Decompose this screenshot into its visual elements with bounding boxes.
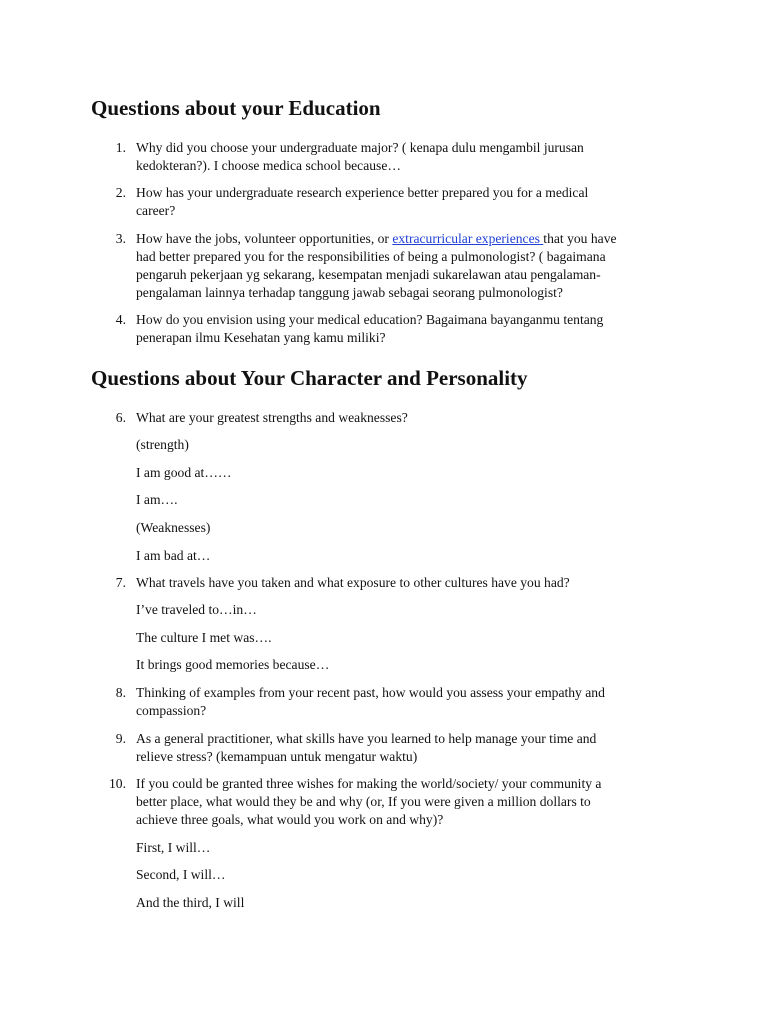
question-line: Why did you choose your undergraduate major? ( kenapa dulu mengambil jurusan [136, 140, 584, 155]
question-line: career? [136, 203, 176, 218]
answer-prompt: I am bad at… [136, 548, 211, 563]
question-number: 1. [115, 140, 126, 155]
question-line [136, 230, 676, 248]
question-text [136, 684, 676, 720]
question-line: had better prepared you for the responsibilities of being a pulmonologist? ( bagaimana [136, 249, 606, 264]
question-text-part: that you have [543, 231, 617, 246]
answer-prompt: I’ve traveled to…in… [136, 602, 257, 617]
question-number: 3. [115, 231, 126, 246]
question-line: What are your greatest strengths and weaknesses? [136, 410, 408, 425]
question-line: Thinking of examples from your recent past, how would you assess your empathy and [136, 685, 605, 700]
question-text [136, 730, 676, 766]
question-line: relieve stress? (kemampuan untuk mengatur waktu) [136, 749, 418, 764]
question-line: As a general practitioner, what skills have you learned to help manage your time and [136, 731, 597, 746]
answer-prompt: I am…. [136, 492, 178, 507]
answer-prompt: The culture I met was…. [136, 630, 272, 645]
question-line: How do you envision using your medical education? Bagaimana bayanganmu tentang [136, 312, 604, 327]
question-text [136, 311, 676, 347]
question-line: penerapan ilmu Kesehatan yang kamu miliki? [136, 330, 386, 345]
answer-prompt: And the third, I will [136, 895, 245, 910]
answer-prompt: (strength) [136, 437, 189, 452]
question-line: pengaruh pekerjaan yg sekarang, kesempatan menjadi sukarelawan atau pengalaman- [136, 267, 601, 282]
question-number: 6. [115, 410, 126, 425]
question-text [136, 230, 676, 302]
question-text-part: How have the jobs, volunteer opportunities, or [136, 231, 393, 246]
question-text [136, 775, 676, 829]
answer-prompt: Second, I will… [136, 867, 226, 882]
question-line: better place, what would they be and why (or, If you were given a million dollars to [136, 794, 591, 809]
section-heading-education: Questions about your Education [91, 96, 381, 120]
answer-prompt: (Weaknesses) [136, 520, 211, 535]
question-line: How has your undergraduate research experience better prepared you for a medical [136, 185, 589, 200]
question-line: compassion? [136, 703, 207, 718]
question-number: 7. [115, 575, 126, 590]
question-text [136, 409, 676, 427]
question-line: achieve three goals, what would you work on and why)? [136, 812, 444, 827]
question-number: 9. [115, 731, 126, 746]
question-line: pengalaman lainnya terhadap tanggung jawab sebagai seorang pulmonologist? [136, 285, 563, 300]
question-number: 2. [115, 185, 126, 200]
answer-prompt: It brings good memories because… [136, 657, 330, 672]
question-text [136, 574, 676, 592]
question-text [136, 184, 676, 220]
extracurricular-experiences-link[interactable]: extracurricular experiences [392, 231, 544, 246]
question-text [136, 139, 676, 175]
question-number: 10. [109, 776, 126, 791]
question-line: If you could be granted three wishes for making the world/society/ your community a [136, 776, 602, 791]
question-line: kedokteran?). I choose medica school because… [136, 158, 401, 173]
section-heading-character: Questions about Your Character and Personality [91, 366, 528, 390]
question-line: What travels have you taken and what exposure to other cultures have you had? [136, 575, 570, 590]
question-number: 8. [115, 685, 126, 700]
answer-prompt: First, I will… [136, 840, 211, 855]
answer-prompt: I am good at…… [136, 465, 232, 480]
question-number: 4. [115, 312, 126, 327]
